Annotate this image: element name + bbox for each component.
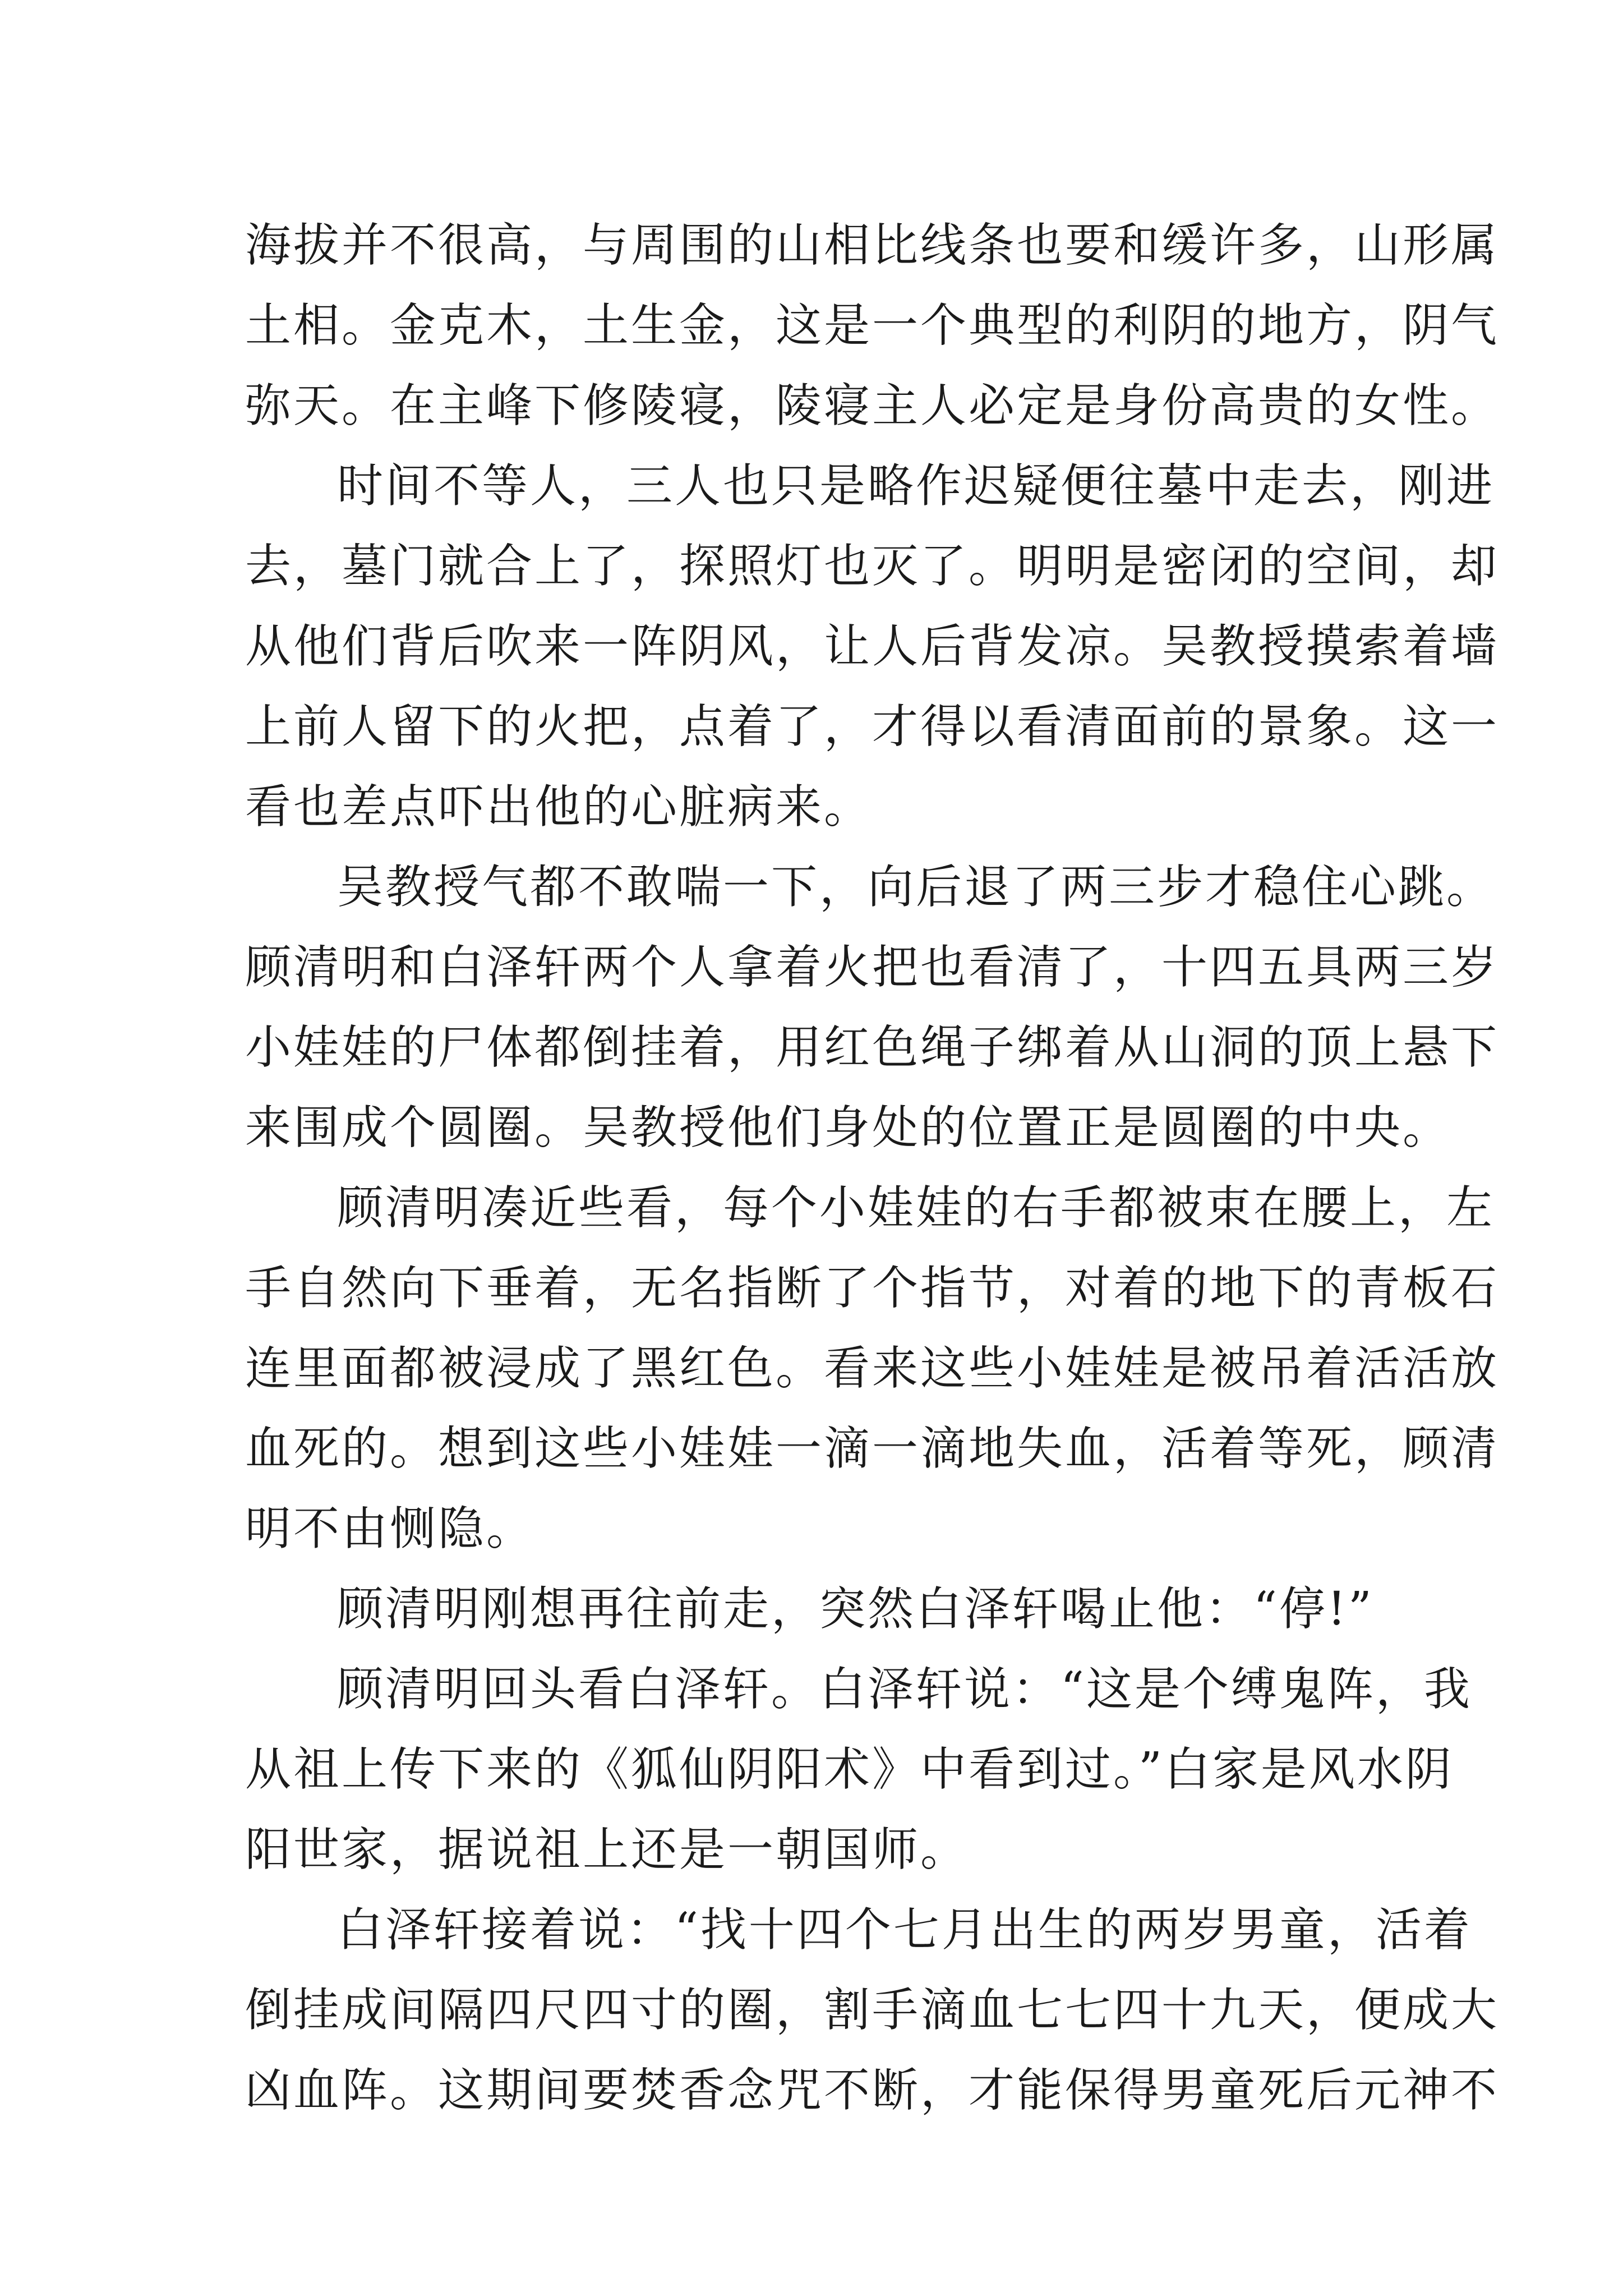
paragraph-start-line: 顾清明凑近些看，每个小娃娃的右手都被束在腰上，左 [337, 1181, 1495, 1235]
text-line: 看也差点吓出他的心脏病来。 [245, 780, 873, 834]
paragraph-start-line: 顾清明回头看白泽轩。白泽轩说：“这是个缚鬼阵，我 [337, 1663, 1472, 1716]
text-line: 手自然向下垂着，无名指断了个指节，对着的地下的青板石 [245, 1262, 1500, 1315]
text-line: 倒挂成间隔四尺四寸的圈，割手滴血七七四十九天，便成大 [245, 1984, 1500, 2037]
body-text [245, 205, 1500, 2131]
text-line: 来围成个圆圈。吴教授他们身处的位置正是圆圈的中央。 [245, 1101, 1451, 1154]
text-line: 凶血阵。这期间要焚香念咒不断，才能保得男童死后元神不 [245, 2064, 1500, 2117]
text-line: 海拔并不很高，与周围的山相比线条也要和缓许多，山形属 [245, 219, 1500, 272]
text-line: 上前人留下的火把，点着了，才得以看清面前的景象。这一 [245, 700, 1500, 753]
text-line: 土相。金克木，土生金，这是一个典型的利阴的地方，阴气 [245, 299, 1500, 352]
text-line: 阳世家，据说祖上还是一朝国师。 [245, 1823, 969, 1876]
paragraph-start-line: 顾清明刚想再往前走，突然白泽轩喝止他：“停!” [337, 1582, 1374, 1636]
text-line: 从他们背后吹来一阵阴风，让人后背发凉。吴教授摸索着墙 [245, 620, 1500, 673]
text-line: 弥天。在主峰下修陵寝，陵寝主人必定是身份高贵的女性。 [245, 379, 1500, 432]
paragraph-start-line: 吴教授气都不敢喘一下，向后退了两三步才稳住心跳。 [337, 861, 1495, 914]
paragraph-start-line: 时间不等人，三人也只是略作迟疑便往墓中走去，刚进 [337, 459, 1495, 513]
text-line: 小娃娃的尸体都倒挂着，用红色绳子绑着从山洞的顶上悬下 [245, 1021, 1500, 1074]
text-line: 顾清明和白泽轩两个人拿着火把也看清了，十四五具两三岁 [245, 941, 1500, 994]
text-line: 明不由恻隐。 [245, 1502, 535, 1556]
text-line: 从祖上传下来的《狐仙阴阳术》中看到过。”白家是风水阴 [245, 1743, 1454, 1796]
text-line: 连里面都被浸成了黑红色。看来这些小娃娃是被吊着活活放 [245, 1342, 1500, 1395]
text-line: 血死的。想到这些小娃娃一滴一滴地失血，活着等死，顾清 [245, 1422, 1500, 1475]
text-line: 去，墓门就合上了，探照灯也灭了。明明是密闭的空间，却 [245, 540, 1500, 593]
paragraph-start-line: 白泽轩接着说：“找十四个七月出生的两岁男童，活着 [337, 1903, 1472, 1957]
